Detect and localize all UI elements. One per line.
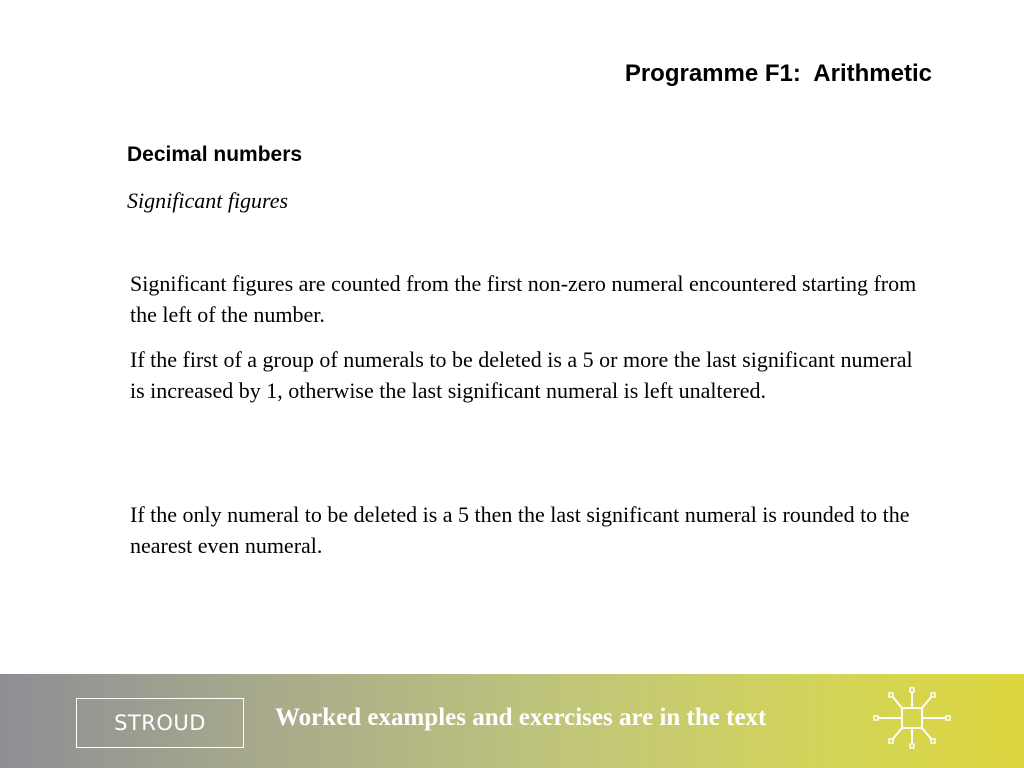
programme-title: Programme F1: Arithmetic [624,60,932,87]
network-icon [872,686,952,750]
paragraph-round-to-even-rule: If the only numeral to be deleted is a 5 then the last significant numeral is rounded to the nearest even numeral. [130,502,910,558]
section-subheading: Significant figures [127,188,289,213]
section-heading: Decimal numbers [127,143,303,166]
stroud-logo: STROUD [76,698,244,748]
footer-bar [0,674,1024,768]
paragraph-rounding-rule: If the first of a group of numerals to be deleted is a 5 or more the last significant numeral is increased by 1, otherwise the last significant numeral is left unaltered. [130,347,913,403]
paragraph-significant-figures-definition: Significant figures are counted from the first non-zero numeral encountered starting from the left of the number. [130,271,917,327]
footer-tagline: Worked examples and exercises are in the text [275,704,767,731]
